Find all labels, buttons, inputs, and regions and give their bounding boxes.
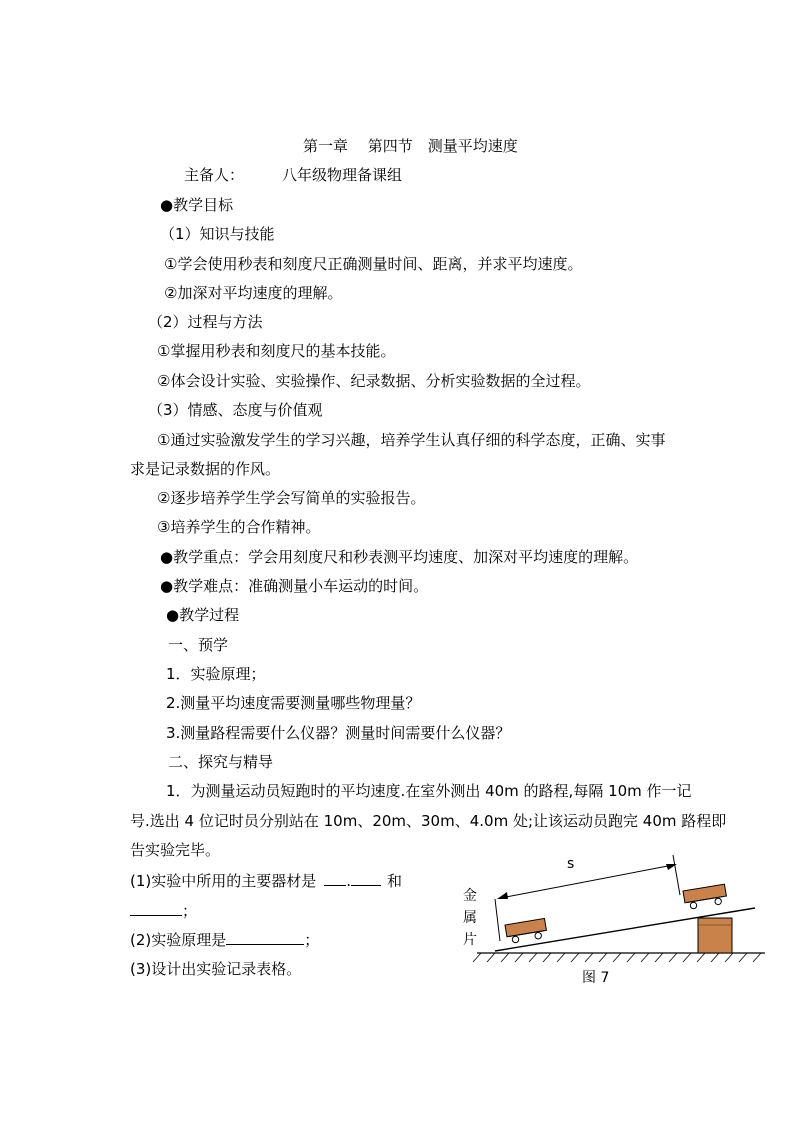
- task1-line2: 号.选出 4 位记时员分别站在 10m、20m、30m、4.0m 处;让该运动员跑完 40m 路程即: [130, 812, 727, 830]
- distance-label: s: [567, 856, 575, 872]
- question-2-line: [130, 930, 319, 950]
- obj3-item-a-line2: 求是记录数据的作风。: [130, 460, 281, 478]
- side-label-3: 片: [463, 932, 477, 948]
- preview-question-3: 3.测量路程需要什么仪器？测量时间需要什么仪器？: [166, 724, 511, 742]
- incline-diagram: [455, 845, 775, 965]
- obj1-item-a: ①学会使用秒表和刻度尺正确测量时间、距离，并求平均速度。: [164, 255, 583, 273]
- section-preview: 一、预学: [168, 636, 229, 654]
- obj2-heading: （2）过程与方法: [148, 313, 263, 331]
- difficulty: ●教学难点：准确测量小车运动的时间。: [160, 577, 429, 595]
- side-label-2: 属: [463, 910, 477, 926]
- preparer-name: 八年级物理备课组: [282, 166, 403, 184]
- answer-blank-equipment-3[interactable]: [130, 901, 182, 916]
- obj3-item-a-line1: ①通过实验激发学生的学习兴趣，培养学生认真仔细的科学态度，正确、实事: [157, 431, 666, 449]
- preview-question-2: 2.测量平均速度需要测量哪些物理量？: [166, 694, 421, 712]
- question-2-text: (2)实验原理是: [130, 931, 227, 949]
- process-heading: ●教学过程: [166, 606, 240, 624]
- preparer-line: [184, 165, 402, 185]
- obj2-item-a: ①掌握用秒表和刻度尺的基本技能。: [157, 342, 396, 360]
- figure-caption: 图 7: [582, 970, 610, 986]
- bracket-right: [673, 855, 680, 895]
- question-1-and: 和: [387, 872, 403, 890]
- obj2-item-b: ②体会设计实验、实验操作、纪录数据、分析实验数据的全过程。: [157, 372, 591, 390]
- obj3-heading: （3）情感、态度与价值观: [148, 401, 323, 419]
- ground-hatching: [473, 953, 761, 962]
- obj3-item-b: ②逐步培养学生学会写简单的实验报告。: [157, 489, 426, 507]
- question-1-continuation: [130, 901, 197, 921]
- preview-question-1: 1．实验原理；: [166, 665, 266, 683]
- arrowhead-left: [497, 892, 508, 899]
- key-point: ●教学重点：学会用刻度尺和秒表测平均速度、加深对平均速度的理解。: [160, 548, 639, 566]
- obj1-item-b: ②加深对平均速度的理解。: [164, 284, 343, 302]
- question-1-text: (1)实验中所用的主要器材是: [130, 872, 317, 890]
- question-1-dot: .: [346, 872, 352, 890]
- question-2-end: ；: [304, 931, 320, 949]
- task1-line1: 1．为测量运动员短跑时的平均速度.在室外测出 40m 的路程,每隔 10m 作一记: [166, 782, 692, 800]
- question-1-line: [130, 871, 402, 891]
- bracket-left: [495, 899, 500, 941]
- figure-7: [455, 845, 775, 990]
- question-3-line: (3)设计出实验记录表格。: [130, 960, 302, 978]
- cart-top: [683, 884, 728, 910]
- answer-blank-equipment-2[interactable]: [351, 871, 381, 886]
- section-explore: 二、探究与精导: [168, 753, 274, 771]
- preparer-label: 主备人：: [184, 166, 245, 184]
- obj1-heading: （1）知识与技能: [160, 225, 275, 243]
- answer-blank-principle[interactable]: [226, 930, 304, 945]
- support-block: [698, 918, 732, 953]
- distance-arrow: [501, 865, 673, 898]
- obj3-item-c: ③培养学生的合作精神。: [157, 518, 321, 536]
- task1-line3: 告实验完毕。: [130, 841, 221, 859]
- answer-blank-equipment-1[interactable]: [324, 871, 346, 886]
- page-title: 第一章 第四节 测量平均速度: [303, 137, 518, 155]
- side-label-1: 金: [463, 888, 477, 904]
- question-1-end: ；: [182, 902, 198, 920]
- cart-bottom: [505, 918, 548, 943]
- objectives-heading: ●教学目标: [160, 196, 234, 214]
